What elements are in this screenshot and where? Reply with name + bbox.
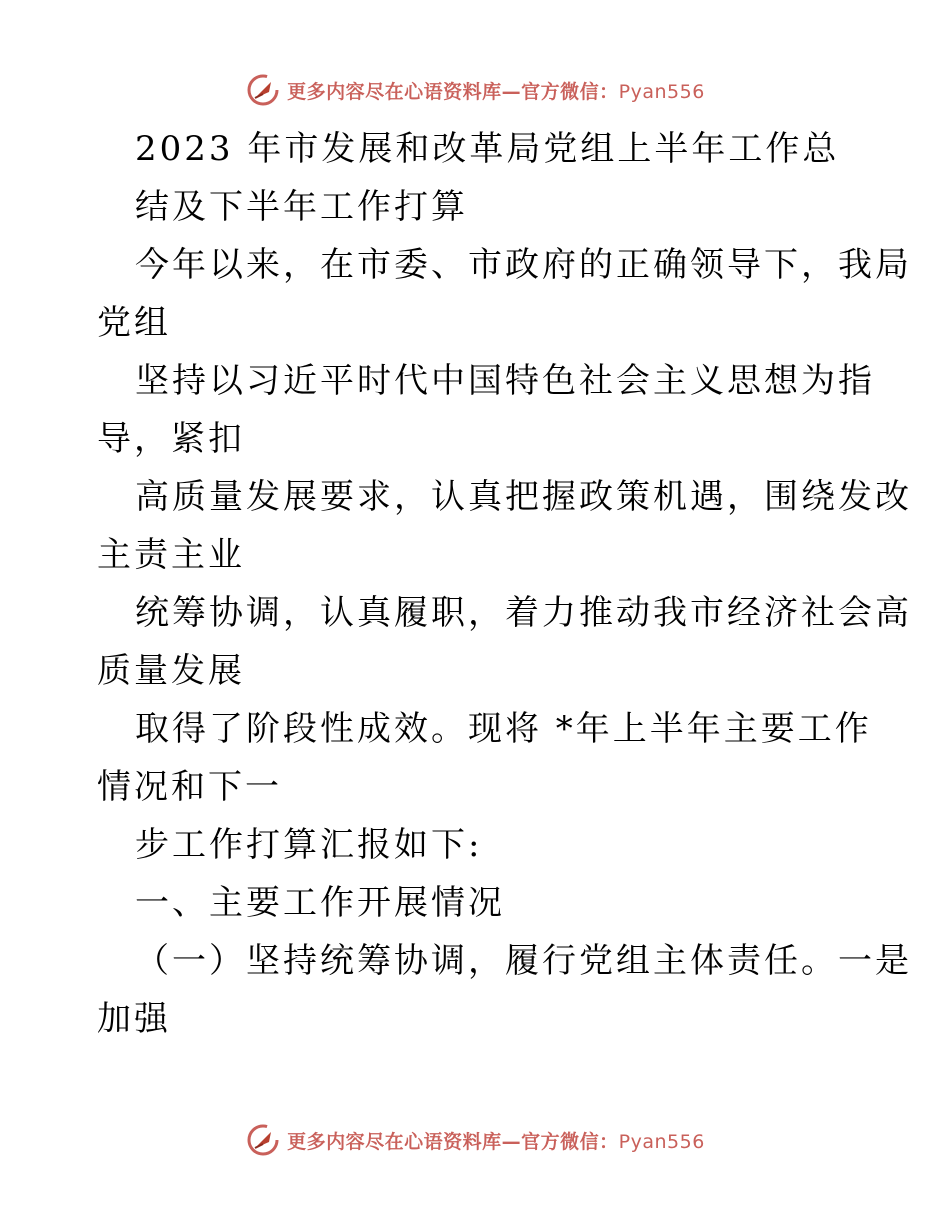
document-line: 2023 年市发展和改革局党组上半年工作总 bbox=[135, 129, 840, 169]
watermark-banner-top bbox=[0, 70, 950, 110]
document-line: （一）坚持统筹协调，履行党组主体责任。一是 bbox=[135, 941, 912, 981]
document-body bbox=[97, 120, 912, 1048]
watermark-text: 更多内容尽在心语资料库—官方微信：Pyan556 bbox=[287, 1130, 705, 1153]
document-line: 结及下半年工作打算 bbox=[135, 187, 468, 227]
document-line: 步工作打算汇报如下: bbox=[135, 825, 483, 865]
document-line: 今年以来，在市委、市政府的正确领导下，我局 bbox=[135, 245, 912, 285]
document-line: 质量发展 bbox=[97, 651, 245, 691]
document-line: 加强 bbox=[97, 999, 171, 1039]
document-line: 导，紧扣 bbox=[97, 419, 245, 459]
watermark-handle: Pyan556 bbox=[618, 1130, 705, 1153]
document-line: 取得了阶段性成效。现将 *年上半年主要工作 bbox=[135, 709, 872, 749]
document-line: 一、主要工作开展情况 bbox=[135, 883, 505, 923]
watermark-banner-bottom bbox=[0, 1120, 950, 1160]
document-line: 党组 bbox=[97, 303, 171, 343]
document-line: 高质量发展要求，认真把握政策机遇，围绕发改 bbox=[135, 477, 912, 517]
watermark-text: 更多内容尽在心语资料库—官方微信：Pyan556 bbox=[287, 80, 705, 103]
quill-logo-icon bbox=[245, 72, 281, 108]
quill-logo-icon bbox=[245, 1122, 281, 1158]
document-line: 坚持以习近平时代中国特色社会主义思想为指 bbox=[135, 361, 875, 401]
watermark-handle: Pyan556 bbox=[618, 80, 705, 103]
document-line: 统筹协调，认真履职，着力推动我市经济社会高 bbox=[135, 593, 912, 633]
document-line: 情况和下一 bbox=[97, 767, 282, 807]
document-line: 主责主业 bbox=[97, 535, 245, 575]
